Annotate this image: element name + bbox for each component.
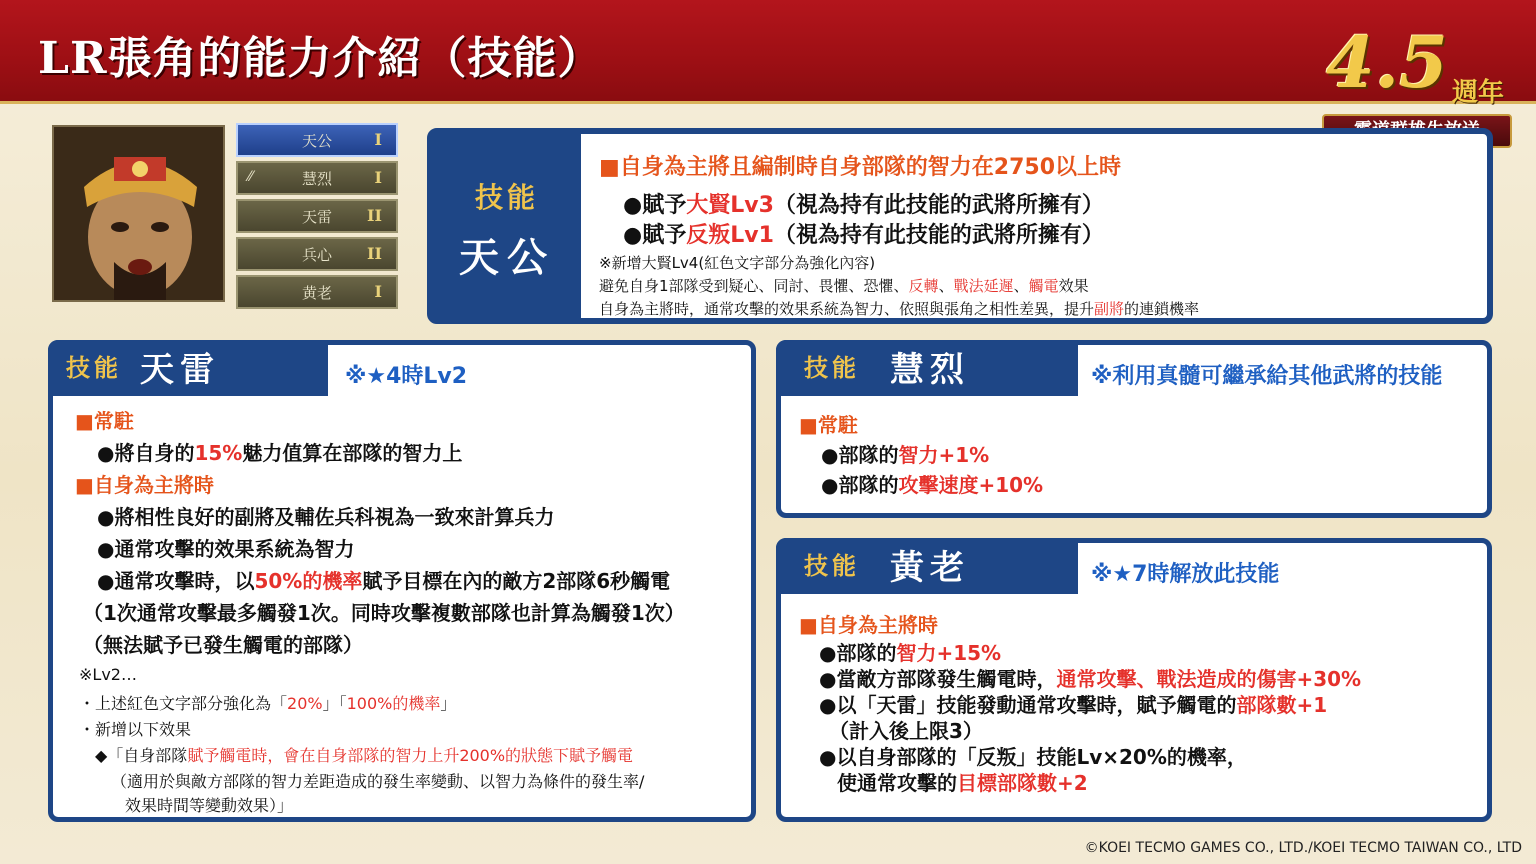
note-line-3 (599, 298, 1199, 319)
note-text: 」 (440, 694, 457, 713)
effect-line: ●以自身部隊的「反叛」技能Lv×20%的機率， (819, 745, 1247, 769)
skill-tab-note: ※★7時解放此技能 (1091, 562, 1280, 587)
skill-tag-label: 技能 (66, 353, 122, 382)
note-text: ◆「自身部隊 (95, 746, 188, 765)
skill-tab-huanglao[interactable] (236, 275, 398, 309)
section-heading: ■自身為主將時 (75, 473, 214, 497)
note-highlight: 20% (287, 694, 323, 713)
note-text: 的連鎖機率 (1124, 300, 1200, 318)
skill-tag (433, 134, 581, 318)
skill-tab-header (48, 340, 328, 396)
note-line: （適用於與敵方部隊的智力差距造成的發生率變動、以智力為條件的發生率/ (111, 772, 645, 791)
page-title: LR張角的能力介紹（技能） (38, 33, 603, 84)
note-title: ※新增大賢Lv4(紅色文字部分為強化內容) (599, 254, 876, 272)
effect-line (819, 637, 1001, 666)
section-heading: ■自身為主將時 (799, 613, 938, 637)
note-line (95, 743, 633, 766)
note-line (79, 691, 456, 714)
effect-text: ●部隊的 (821, 473, 899, 497)
effect-line: （無法賦予已發生觸電的部隊） (83, 633, 363, 657)
skill-tab-note: ※★4時Lv2 (345, 364, 468, 389)
skill-tab-tiangong[interactable] (236, 123, 398, 157)
section-heading: ■常駐 (75, 409, 134, 433)
skill-tag-name: 天公 (459, 234, 555, 281)
grant-line-1 (623, 188, 1104, 219)
note-text: 」「 (322, 694, 347, 713)
anniversary-suffix: 週年 (1452, 78, 1505, 108)
skill-tag-name: 慧烈 (890, 350, 970, 390)
effect-text: ●部隊的 (819, 641, 897, 665)
effect-highlight: 智力+1% (898, 443, 990, 467)
effect-highlight: 部隊數+1 (1236, 693, 1328, 717)
effect-line: ●通常攻擊的效果系統為智力 (97, 537, 355, 561)
general-portrait (52, 125, 225, 302)
effect-highlight: 攻擊速度+10% (898, 473, 1044, 497)
copyright-notice: ©KOEI TECMO GAMES CO., LTD./KOEI TECMO TAIWAN CO., LTD (1084, 840, 1522, 856)
effect-line (837, 767, 1088, 796)
note-highlight: 100%的機率 (346, 694, 441, 713)
skill-tab-level: I (374, 168, 382, 187)
skill-tab-label: 天公 (301, 131, 332, 150)
skill-tab-tianlei[interactable] (236, 199, 398, 233)
note-line: 效果時間等變動效果）」 (125, 796, 294, 815)
brush-icon: ⁄⁄ (248, 169, 253, 185)
effect-text: 魅力值算在部隊的智力上 (242, 441, 463, 465)
effect-line (819, 663, 1361, 692)
grant-suffix: （視為持有此技能的武將所擁有） (773, 223, 1104, 248)
effect-highlight: 通常攻擊、戰法造成的傷害+30% (1056, 667, 1362, 691)
grant-highlight: 大賢Lv3 (686, 193, 774, 218)
grant-highlight: 反叛Lv1 (686, 223, 774, 248)
note-text: 避免自身1部隊受到疑心、同討、畏懼、恐懼、 (599, 277, 909, 295)
skill-tab-huilie[interactable] (236, 161, 398, 195)
note-text: 效果 (1058, 277, 1089, 295)
effect-line (821, 469, 1043, 498)
grant-line-2 (623, 218, 1104, 249)
effect-text: ●將自身的 (97, 441, 195, 465)
effect-highlight: 15% (194, 441, 243, 465)
effect-highlight: 目標部隊數+2 (957, 771, 1088, 795)
skill-tag-label: 技能 (474, 181, 539, 214)
effect-text: 使通常攻擊的 (837, 771, 957, 795)
anniversary-number: 4.5 (1326, 21, 1448, 104)
note-text: 自身為主將時，通常攻擊的效果系統為智力、依照與張角之相性差異，提升 (599, 300, 1095, 318)
skill-panel-huilie (776, 340, 1492, 518)
title-banner (0, 0, 1536, 104)
effect-line: ●將相性良好的副將及輔佐兵科視為一致來計算兵力 (97, 505, 555, 529)
skill-panel-tianlei (48, 340, 756, 822)
note-text: 、 (938, 277, 954, 295)
grant-suffix: （視為持有此技能的武將所擁有） (773, 193, 1104, 218)
effect-highlight: 50%的機率 (254, 569, 363, 593)
effect-text: ●當敵方部隊發生觸電時， (819, 667, 1057, 691)
skill-tag-name: 黃老 (890, 548, 970, 588)
skill-panel-huanglao (776, 538, 1492, 822)
note-highlight: 觸電 (1028, 277, 1059, 295)
effect-line (819, 689, 1327, 718)
skill-tab-label: 慧烈 (301, 169, 332, 188)
note-text: 、 (1013, 277, 1029, 295)
skill-tab-bingxin[interactable] (236, 237, 398, 271)
skill-tab-note: ※利用真髓可繼承給其他武將的技能 (1091, 364, 1443, 389)
effect-text: ●部隊的 (821, 443, 899, 467)
note-text: ・上述紅色文字部分強化為「 (79, 694, 288, 713)
effect-line: （計入後上限3） (829, 719, 983, 743)
skill-tab-level: II (367, 206, 382, 225)
skill-tag-label: 技能 (804, 353, 860, 382)
skill-tab-level: I (374, 130, 382, 149)
effect-text: ●以「天雷」技能發動通常攻擊時，賦予觸電的 (819, 693, 1237, 717)
note-line: ・新增以下效果 (79, 720, 192, 739)
skill-panel-tiangong (427, 128, 1493, 324)
section-heading: ■常駐 (799, 413, 858, 437)
skill-tag-label: 技能 (804, 551, 860, 580)
condition-text: ■自身為主將且編制時自身部隊的智力在2750以上時 (599, 155, 1122, 180)
skill-tab-level: II (367, 244, 382, 263)
effect-line (97, 437, 462, 466)
note-highlight: 戰法延遲 (953, 277, 1014, 295)
skill-tab-label: 兵心 (301, 245, 332, 264)
effect-line (821, 439, 989, 468)
effect-line: （1次通常攻擊最多觸發1次。同時攻擊複數部隊也計算為觸發1次） (83, 601, 685, 625)
skill-tab-level: I (374, 282, 382, 301)
grant-prefix: ●賦予 (623, 223, 687, 248)
skill-tag-name: 天雷 (140, 350, 220, 390)
note-highlight: 副將 (1094, 300, 1125, 318)
note-line: ※Lv2… (79, 665, 137, 684)
note-highlight: 反轉 (908, 277, 939, 295)
grant-prefix: ●賦予 (623, 193, 687, 218)
effect-line (97, 565, 670, 594)
skill-tab-header (776, 340, 1078, 396)
skill-tab-label: 天雷 (301, 207, 332, 226)
note-highlight: 賦予觸電時，會在自身部隊的智力上升200%的狀態下賦予觸電 (187, 746, 634, 765)
note-line-2 (599, 275, 1089, 296)
effect-text: ●通常攻擊時，以 (97, 569, 255, 593)
skill-tab-label: 黄老 (301, 283, 332, 302)
effect-text: 賦予目標在內的敵方2部隊6秒觸電 (362, 569, 671, 593)
skill-tab-header (776, 538, 1078, 594)
effect-highlight: 智力+15% (896, 641, 1002, 665)
skill-list (236, 123, 398, 313)
portrait-illustration (54, 127, 225, 302)
